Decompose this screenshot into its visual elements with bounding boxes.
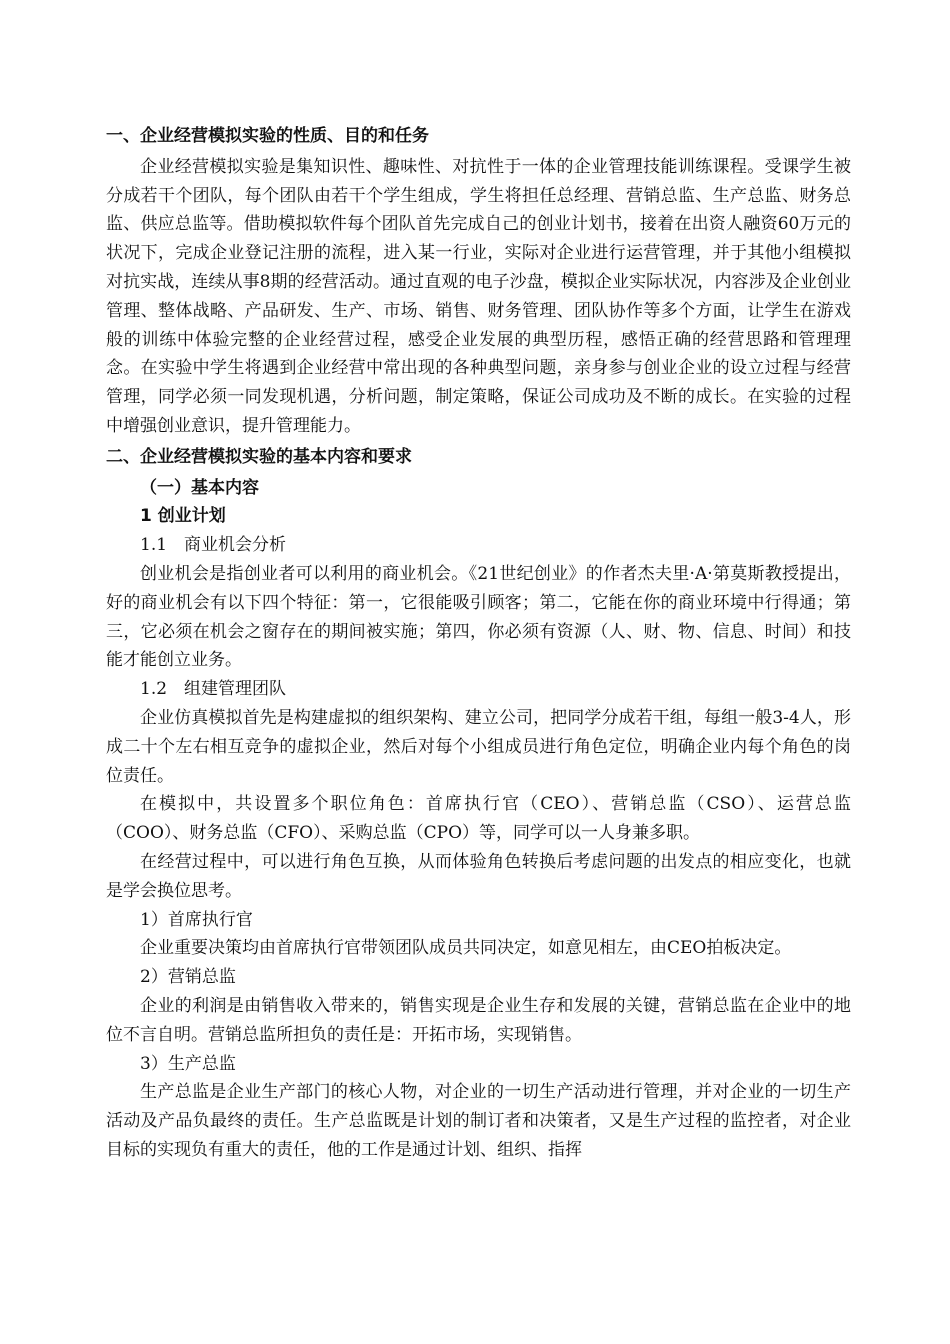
document-page [106,122,851,1165]
role-ceo-heading: 1）首席执行官 [140,909,253,930]
item-build-team: 1.2 组建管理团队 [140,679,287,700]
paragraph-opportunity: 创业机会是指创业者可以利用的商业机会。《21世纪创业》的作者杰夫里·A·第莫斯教授提出，好的商业机会有以下四个特征：第一，它很能吸引顾客；第二，它能在你的商业环境中行得通；第三，它必须在机会之窗存在的期间被实施；第四，你必须有资源（人、财、物、信息、时间）和技能才能创立业务。 [106,563,851,671]
paragraph-team-structure: 企业仿真模拟首先是构建虚拟的组织架构、建立公司，把同学分成若干组，每组一般3-4人，形成二十个左右相互竞争的虚拟企业，然后对每个小组成员进行角色定位，明确企业内每个角色的岗位责任。 [106,707,851,786]
item-business-plan: 1 创业计划 [140,506,226,527]
paragraph-roles: 在模拟中，共设置多个职位角色：首席执行官（CEO）、营销总监（CSO）、运营总监（COO）、财务总监（CFO）、采购总监（CPO）等，同学可以一人身兼多职。 [106,794,851,844]
paragraph-cso: 企业的利润是由销售收入带来的，销售实现是企业生存和发展的关键，营销总监在企业中的地位不言自明。营销总监所担负的责任是：开拓市场，实现销售。 [106,995,851,1045]
paragraph-production: 生产总监是企业生产部门的核心人物，对企业的一切生产活动进行管理，并对企业的一切生产活动及产品负最终的责任。生产总监既是计划的制订者和决策者，又是生产过程的监控者，对企业目标的实现负有重大的责任，他的工作是通过计划、组织、指挥 [106,1082,851,1160]
section-1-paragraph: 企业经营模拟实验是集知识性、趣味性、对抗性于一体的企业管理技能训练课程。受课学生被分成若干个团队，每个团队由若干个学生组成，学生将担任总经理、营销总监、生产总监、财务总监、供应总监等。借助模拟软件每个团队首先完成自己的创业计划书，接着在出资人融资60万元的状况下，完成企业登记注册的流程，进入某一行业，实际对企业进行运营管理，并于其他小组模拟对抗实战，连续从事8期的经营活动。通过直观的电子沙盘，模拟企业实际状况，内容涉及企业创业管理、整体战略、产品研发、生产、市场、销售、财务管理、团队协作等多个方面，让学生在游戏般的训练中体验完整的企业经营过程，感受企业发展的典型历程，感悟正确的经营思路和管理理念。在实验中学生将遇到企业经营中常出现的各种典型问题，亲身参与创业企业的设立过程与经营管理，同学必须一同发现机遇，分析问题，制定策略，保证公司成功及不断的成长。在实验的过程中增强创业意识，提升管理能力。 [106,156,851,436]
item-opportunity-analysis: 1.1 商业机会分析 [140,535,287,556]
role-production-heading: 3）生产总监 [140,1053,236,1074]
section-2-heading: 二、企业经营模拟实验的基本内容和要求 [106,446,412,467]
subsection-basic-content: （一）基本内容 [140,477,259,498]
role-cso-heading: 2）营销总监 [140,967,236,988]
paragraph-ceo: 企业重要决策均由首席执行官带领团队成员共同决定，如意见相左，由CEO拍板决定。 [140,938,792,959]
section-1-heading: 一、企业经营模拟实验的性质、目的和任务 [106,126,429,146]
paragraph-role-switch: 在经营过程中，可以进行角色互换，从而体验角色转换后考虑问题的出发点的相应变化，也就是学会换位思考。 [106,851,851,901]
